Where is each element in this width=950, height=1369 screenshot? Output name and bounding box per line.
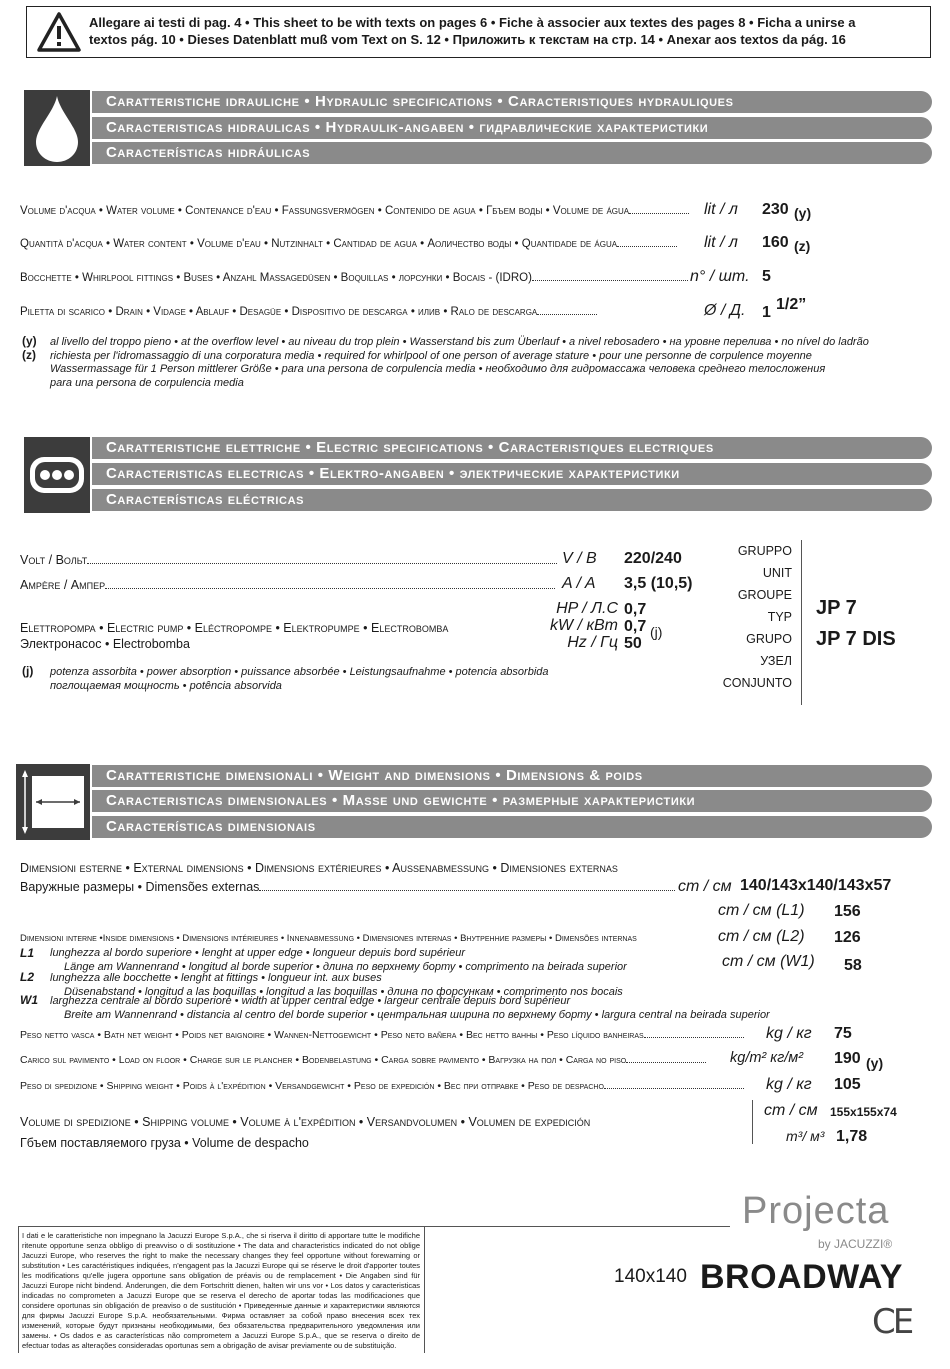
note-key-y: (y) <box>22 334 37 348</box>
group-value-jp7dis: JP 7 DIS <box>816 628 896 650</box>
hydraulic-notes: al livello del troppo pieno • at the overflow level • au niveau du trop plein • Wasserstand bis zum Überlauf • a nivel rebosadero • на уровне перелива • no nível do ladrão richiesta per l'idromassaggio di una corporatura media • required for whirlpool of one person of average stature • pour une personne de corpulence moyenne Wassermassage für 1 Person mittlerer Größe • para una persona de corpulencia media • необходимо для гидромассажа человека среднего телосложения para una persona de corpulencia media <box>50 336 869 389</box>
note-key-z: (z) <box>22 348 36 362</box>
group-label-conjunto: CONJUNTO <box>722 676 792 690</box>
floor-load-label: Carico sul pavimento • Load on floor • Charge sur le plancher • Bodenbelastung • Carga sobre pavimento • Вагрузка на пол • Carga no piso <box>20 1054 728 1066</box>
electric-bar-3: Características eléctricas <box>92 489 932 511</box>
group-label-typ: TYP <box>767 610 792 624</box>
fittings-label: Bocchette • Whirlpool fittings • Buses • Anzahl Massagedüsen • Boquillas • лорсунки • Bocais - (IDRO) <box>20 272 688 284</box>
model-size: 140x140 <box>614 1266 687 1287</box>
footer-rule-right <box>424 1227 425 1353</box>
external-dimensions-label: Dimensioni esterne • External dimensions • Dimensions extérieures • Außenabmessung • Dimensiones externas <box>20 861 618 875</box>
shipping-volume-label: Volume di spedizione • Shipping volume • Volume à l'expédition • Versandvolumen • Volumen de expedición <box>20 1115 591 1129</box>
hydraulic-bar-2: Caracteristicas hidraulicas • Hydraulik-angaben • гидравлические характеристики <box>92 117 932 139</box>
footer-rule-left <box>18 1227 19 1353</box>
water-volume-value: 230 <box>762 201 789 218</box>
legend-w1: larghezza centrale al bordo superiore • width at upper central edge • largeur centrale depuis bord supérieur Breite am Wannenrand • distancia al centro del borde superior • центральная ширина по верхнему борту • largura central na beirada superior <box>50 995 770 1021</box>
shipping-volume-m3-unit: m³/ м³ <box>786 1128 825 1144</box>
electric-bar-2: Caracteristicas electricas • Elektro-angaben • электрические характеристики <box>92 463 932 485</box>
dimensions-bar-1: Caratteristiche dimensionali • Weight and dimensions • Dimensions & poids <box>92 765 932 787</box>
warning-line-1: Allegare ai testi di pag. 4 • This sheet to be with texts on pages 6 • Fiche à associer aux textes des pages 8 • Ficha a unirse a <box>89 15 856 30</box>
dimensions-bar-3: Características dimensionais <box>92 816 932 838</box>
internal-dimensions-title: Dimensioni interne •Inside dimensions • Dimensions intérieures • Innenabmessung • Dimensiones internas • Внутренние размеры • Dimensões internas <box>20 933 637 944</box>
dimensions-icon <box>16 764 90 840</box>
amp-unit: A / A <box>562 575 596 592</box>
fittings-value: 5 <box>762 268 771 285</box>
water-volume-unit: lit / л <box>704 201 738 218</box>
group-label-groupe: GROUPE <box>737 588 792 602</box>
electric-note: potenza assorbita • power absorption • puissance absorbée • Leistungsaufnahme • potencia absorbida поглощаемая мощность • potência absorvida <box>50 666 549 692</box>
electric-socket-icon <box>24 437 90 513</box>
inside-w1-value: 58 <box>844 957 862 974</box>
drain-unit: Ø / Д. <box>704 302 746 319</box>
volt-unit: V / В <box>562 550 597 567</box>
inside-l1-value: 156 <box>834 903 861 920</box>
footer-rule <box>18 1226 730 1227</box>
pump-unit-kw: kW / кВт <box>550 617 618 634</box>
brand-logo: Projecta <box>742 1190 890 1232</box>
pump-value-hp: 0,7 <box>624 601 647 618</box>
legend-l1: lunghezza al bordo superiore • lenght at upper edge • longueur depuis bord supérieur Länge am Wannenrand • longitud al borde superior • длина по верхнему борту • comprimento na beirada superior <box>50 947 627 973</box>
group-value-jp7: JP 7 <box>816 597 857 619</box>
floor-load-unit: kg/m² кг/м² <box>730 1050 804 1066</box>
shipping-volume-m3-value: 1,78 <box>836 1128 868 1145</box>
dimensions-bar-2: Caracteristicas dimensionales • Masse und gewichte • размерные характеристики <box>92 790 932 812</box>
water-content-value: 160 <box>762 234 789 251</box>
inside-l1-unit: cm / см (L1) <box>718 902 805 919</box>
hydraulic-bar-1: Caratteristiche idrauliche • Hydraulic specifications • Caracteristiques hydrauliques <box>92 91 932 113</box>
disclaimer-text: I dati e le caratteristiche non impegnano la Jacuzzi Europe S.p.A., che si riserva il diritto di apportare tutte le modifiche ritenute opportune senza obbligo di preavviso o di sostituzione • The data and characteristics indicated do not oblige Jacuzzi Europe, who reserves the right to make the necessary changes they feel opportune without forewarning or substitution • Les caractéristiques indiquées, n'engagent pas la Jacuzzi Europe qui se réserve le droit d'apporter toutes les modifications qu'elle jugera opportune sans obligation de préavis ou de remplacement • Die Angaben sind für Jacuzzi Europe nicht bindend. Änderungen, die dem Fortschritt dienen, halten wir uns vor • Los datos y caracteristicas indicadas no comprometen a Jacuzzi Europe que se reserva el derecho de aportar todas las modificaciones que considere oportunas sin obligación de preaviso o de sustitución • Приведенные данные и характеристики являются для фирмы Jacuzzi Europe S.p.A. необязательными. Фирма оставляет за собой право внесения всех тех изменений, которые будут признаны необходимыми, без обязательства предварительного уведомления или замены. • Os dados e as características não comprometem a Jacuzzi Europe S.p.A., que se reserva o direito de efectuar todas as alterações consideradas oportunas sem a obrigação de avisar previamente ou de substituição. <box>22 1231 420 1350</box>
group-divider <box>801 540 802 705</box>
shipping-divider <box>752 1100 753 1144</box>
pump-label-2: Электронасос • Electrobomba <box>20 637 190 651</box>
inside-l2-unit: cm / см (L2) <box>718 928 805 945</box>
net-weight-value: 75 <box>834 1025 852 1042</box>
shipping-volume-cm-value: 155x155x74 <box>830 1105 897 1119</box>
external-dimensions-value: 140/143x140/143x57 <box>740 877 892 894</box>
water-content-note: (z) <box>794 238 811 254</box>
shipping-volume-label-2: Гбъем поставляемого груза • Volume de despacho <box>20 1136 309 1150</box>
group-label-unit: UNIT <box>762 566 792 580</box>
legend-key-l2: L2 <box>20 970 35 984</box>
floor-load-note: (y) <box>866 1055 884 1071</box>
water-content-unit: lit / л <box>704 234 738 251</box>
external-dimensions-unit: cm / см <box>678 878 732 895</box>
amp-value: 3,5 (10,5) <box>624 575 693 592</box>
net-weight-label: Peso netto vasca • Bath net weight • Poids net baignoire • Wannen-Nettogewicht • Peso neto bañera • Вес нетто ванны • Peso líquido banheiras <box>20 1029 765 1041</box>
shipping-weight-label: Peso di spedizione • Shipping weight • Poids à l'expédition • Versandgewicht • Peso de expedición • Вес при отправке • Peso de despacho <box>20 1080 765 1092</box>
floor-load-value: 190 <box>834 1050 861 1067</box>
note-key-j: (j) <box>22 664 34 678</box>
warning-text <box>89 14 924 48</box>
legend-l2: lunghezza alle bocchette • lenght at fittings • longueur int. aux buses Düsenabstand • longitud a las boquillas • longitud a las boquillas • длина по форсункам • comprimento nos bocais <box>50 972 623 998</box>
model-name: BROADWAY <box>700 1258 903 1296</box>
hydraulic-bar-3: Características hidráulicas <box>92 142 932 164</box>
fittings-unit: n° / шт. <box>690 268 750 285</box>
water-drop-icon <box>24 90 90 166</box>
warning-triangle-icon <box>37 11 81 53</box>
ce-mark: CE <box>872 1302 912 1342</box>
pump-label-1: Elettropompa • Electric pump • Eléctropompe • Elektropumpe • Electrobomba <box>20 621 449 635</box>
inside-l2-value: 126 <box>834 929 861 946</box>
pump-note: (j) <box>650 624 663 640</box>
legend-key-l1: L1 <box>20 946 35 960</box>
water-volume-note: (y) <box>794 205 812 221</box>
external-dimensions-label-2: Варужные размеры • Dimensões externas <box>20 880 676 894</box>
drain-fraction: 1/2” <box>776 296 807 313</box>
warning-banner <box>26 6 931 58</box>
drain-value: 1 <box>762 304 771 321</box>
shipping-weight-unit: kg / кг <box>766 1076 812 1093</box>
pump-unit-hz: Hz / Гц <box>567 634 618 651</box>
group-label-uzel: УЗЕЛ <box>760 654 792 668</box>
group-label-gruppo: GRUPPO <box>737 544 792 558</box>
amp-label: Ampère / Ампер <box>20 578 558 592</box>
water-content-label: Quantità d'acqua • Water content • Volume d'eau • Nutzinhalt • Cantidad de agua • Аоличество воды • Quantidade de água <box>20 238 702 250</box>
pump-value-kw: 0,7 <box>624 618 647 635</box>
water-volume-label: Volume d'acqua • Water volume • Contenance d'eau • Fassungsvermögen • Contenido de agua • Гбъем воды • Volume de água <box>20 205 702 217</box>
warning-line-2: textos pág. 10 • Dieses Datenblatt muß vom Text on S. 12 • Приложить к текстам на стр. 14 • Anexar aos textos da pág. 16 <box>89 32 846 47</box>
volt-label: Volt / Вольт <box>20 553 558 567</box>
drain-label: Piletta di scarico • Drain • Vidage • Ablauf • Desagüe • Dispositivo de descarga • илив • Ralo de descarga <box>20 306 702 318</box>
pump-unit-hp: HP / Л.С <box>556 600 618 617</box>
group-label-grupo: GRUPO <box>746 632 792 646</box>
shipping-weight-value: 105 <box>834 1076 861 1093</box>
inside-w1-unit: cm / см (W1) <box>722 953 815 970</box>
shipping-volume-cm-unit: cm / см <box>764 1102 818 1119</box>
pump-value-hz: 50 <box>624 635 642 652</box>
electric-bar-1: Caratteristiche elettriche • Electric specifications • Caracteristiques electriques <box>92 437 932 459</box>
volt-value: 220/240 <box>624 550 682 567</box>
legend-key-w1: W1 <box>20 993 38 1007</box>
net-weight-unit: kg / кг <box>766 1025 812 1042</box>
brand-by-jacuzzi: by JACUZZI® <box>818 1237 893 1251</box>
